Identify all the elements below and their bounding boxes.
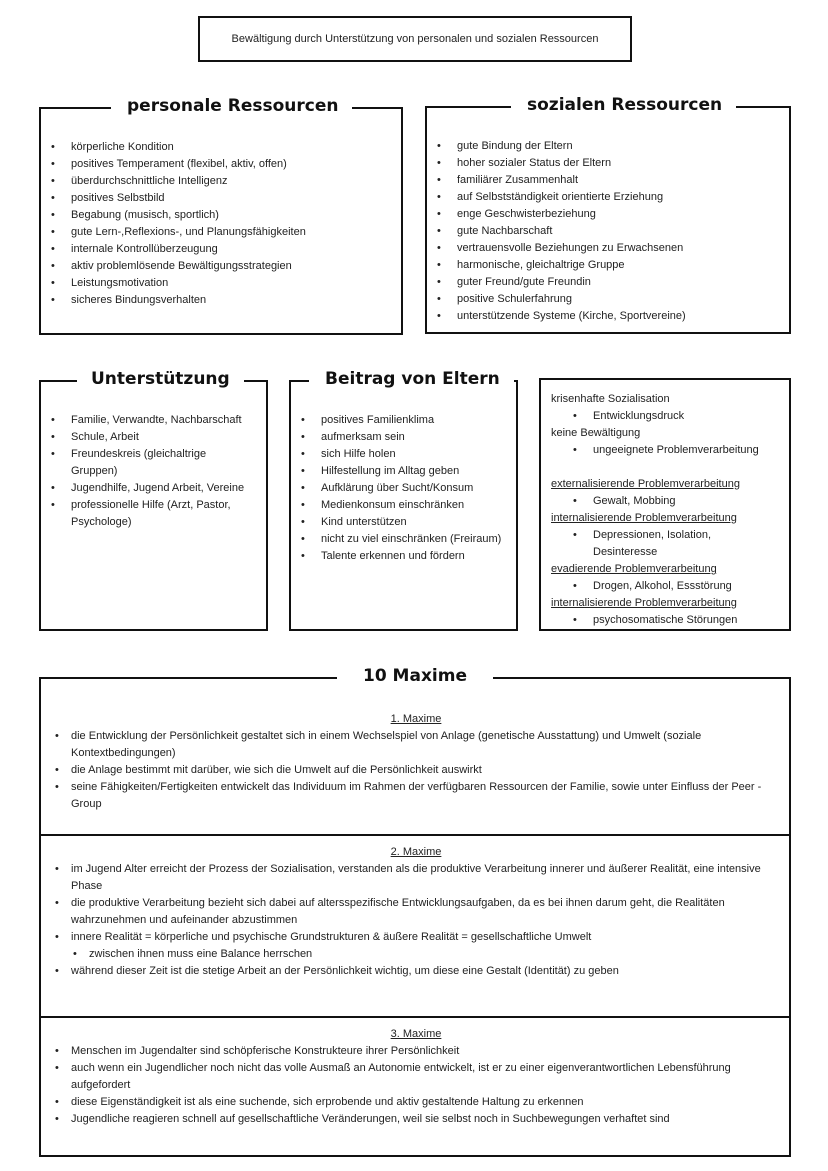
crisis-heading: internalisierende Problemverarbeitung [551,597,737,609]
list-item: • seine Fähigkeiten/Fertigkeiten entwickelt das Individuum im Rahmen der verfügbaren Ressourcen der Familie, sowie unter Einfluss der Peer - Group [55,779,777,813]
social-resources-box [425,95,791,334]
maxime-box [39,666,791,1157]
maxime-2-section [41,836,789,1018]
list-item: • hoher sozialer Status der Eltern [427,155,789,172]
support-title: Unterstützung [77,366,244,392]
page-title: Bewältigung durch Unterstützung von personalen und sozialen Ressourcen [231,33,599,45]
list-item: • aufmerksam sein [291,429,508,446]
frame-top-right [240,380,268,382]
maxime-2-list [55,861,777,980]
support-box [39,369,268,631]
maxime-3-section [41,1018,789,1136]
list-item: • auf Selbstständigkeit orientierte Erziehung [427,189,789,206]
list-item: • zwischen ihnen muss eine Balance herrschen [55,946,777,963]
crisis-heading: krisenhafte Sozialisation [551,393,670,405]
list-item: • positives Familienklima [291,412,508,429]
crisis-item: • ungeeignete Problemverarbeitung [551,442,781,459]
list-item: • guter Freund/gute Freundin [427,274,789,291]
list-item: • aktiv problemlösende Bewältigungsstrategien [41,258,401,275]
personal-resources-list [41,139,401,309]
list-item: • enge Geschwisterbeziehung [427,206,789,223]
social-resources-title: sozialen Ressourcen [513,92,736,118]
list-item: • Leistungsmotivation [41,275,401,292]
list-item: • Aufklärung über Sucht/Konsum [291,480,508,497]
frame-top-left [39,380,77,382]
crisis-item: • Entwicklungsdruck [551,408,781,425]
list-item: • Jugendliche reagieren schnell auf gesellschaftliche Veränderungen, weil sie selbst noch in Suchbewegungen verhaftet sind [55,1111,777,1128]
list-item: • innere Realität = körperliche und psychische Grundstrukturen & äußere Realität = gesellschaftliche Umwelt [55,929,777,946]
maxime-2-title: 2. Maxime [390,846,442,858]
personal-resources-title: personale Ressourcen [113,93,352,119]
list-item: • Begabung (musisch, sportlich) [41,207,401,224]
crisis-item: • Drogen, Alkohol, Essstörung [551,578,781,595]
list-item: • professionelle Hilfe (Arzt, Pastor, Psychologe) [41,497,254,531]
parents-box [289,369,518,631]
list-item: • im Jugend Alter erreicht der Prozess der Sozialisation, verstanden als die produktive Verarbeitung innerer und äußerer Realität, eine intensive Phase [55,861,777,895]
crisis-heading: internalisierende Problemverarbeitung [551,512,737,524]
maxime-1-title: 1. Maxime [390,713,442,725]
maxime-3-list [55,1043,777,1128]
list-item: • familiärer Zusammenhalt [427,172,789,189]
crisis-item: • Gewalt, Mobbing [551,493,781,510]
list-item: • Hilfestellung im Alltag geben [291,463,508,480]
header-box [198,16,632,62]
list-item: • Familie, Verwandte, Nachbarschaft [41,412,254,429]
list-item: • Freundeskreis (gleichaltrige Gruppen) [41,446,254,480]
list-item: • positive Schulerfahrung [427,291,789,308]
list-item: • Menschen im Jugendalter sind schöpferische Konstrukteure ihrer Persönlichkeit [55,1043,777,1060]
list-item: • Kind unterstützen [291,514,508,531]
frame-top-left [289,380,309,382]
list-item: • Talente erkennen und fördern [291,548,508,565]
maxime-title: 10 Maxime [362,666,467,686]
maxime-3-title: 3. Maxime [390,1028,442,1040]
list-item: • gute Bindung der Eltern [427,138,789,155]
list-item: • sich Hilfe holen [291,446,508,463]
list-item: • die Entwicklung der Persönlichkeit gestaltet sich in einem Wechselspiel von Anlage (genetische Ausstattung) und Umwelt (soziale Kontextbedingungen) [55,728,777,762]
crisis-item: • Depressionen, Isolation, Desinteresse [551,527,781,561]
list-item: • die produktive Verarbeitung bezieht sich dabei auf altersspezifische Entwicklungsaufgaben, da es bei ihnen darum geht, die Realitäten wahrzunehmen und aufeinander abzustimmen [55,895,777,929]
crisis-heading: externalisierende Problemverarbeitung [551,478,740,490]
list-item: • sicheres Bindungsverhalten [41,292,401,309]
list-item: • positives Selbstbild [41,190,401,207]
list-item: • überdurchschnittliche Intelligenz [41,173,401,190]
social-resources-list [427,138,789,325]
support-list [41,412,266,531]
list-item: • Schule, Arbeit [41,429,254,446]
list-item: • Medienkonsum einschränken [291,497,508,514]
crisis-box [539,378,791,631]
list-item: • internale Kontrollüberzeugung [41,241,401,258]
parents-list [291,412,516,565]
list-item: • harmonische, gleichaltrige Gruppe [427,257,789,274]
list-item: • positives Temperament (flexibel, aktiv, offen) [41,156,401,173]
maxime-1-section [41,677,789,836]
crisis-heading: keine Bewältigung [551,427,641,439]
crisis-heading: evadierende Problemverarbeitung [551,563,717,575]
list-item: • vertrauensvolle Beziehungen zu Erwachsenen [427,240,789,257]
list-item: • auch wenn ein Jugendlicher noch nicht das volle Ausmaß an Autonomie entwickelt, ist er zu einer eigenverantwortlichen Lebensführung aufgefordert [55,1060,777,1094]
list-item: • gute Nachbarschaft [427,223,789,240]
parents-title: Beitrag von Eltern [311,366,514,392]
list-item: • nicht zu viel einschränken (Freiraum) [291,531,508,548]
crisis-item: • psychosomatische Störungen [551,612,781,629]
frame-top-left [425,106,511,108]
list-item: • gute Lern-,Reflexions-, und Planungsfähigkeiten [41,224,401,241]
list-item: • während dieser Zeit ist die stetige Arbeit an der Persönlichkeit wichtig, um diese eine Gestalt (Identität) zu geben [55,963,777,980]
maxime-1-list [55,728,777,813]
list-item: • körperliche Kondition [41,139,401,156]
list-item: • die Anlage bestimmt mit darüber, wie sich die Umwelt auf die Persönlichkeit auswirkt [55,762,777,779]
personal-resources-box [39,96,403,335]
frame-top-left [39,107,111,109]
list-item: • Jugendhilfe, Jugend Arbeit, Vereine [41,480,254,497]
list-item: • diese Eigenständigkeit ist als eine suchende, sich erprobende und aktiv gestaltende Haltung zu erkennen [55,1094,777,1111]
list-item: • unterstützende Systeme (Kirche, Sportvereine) [427,308,789,325]
